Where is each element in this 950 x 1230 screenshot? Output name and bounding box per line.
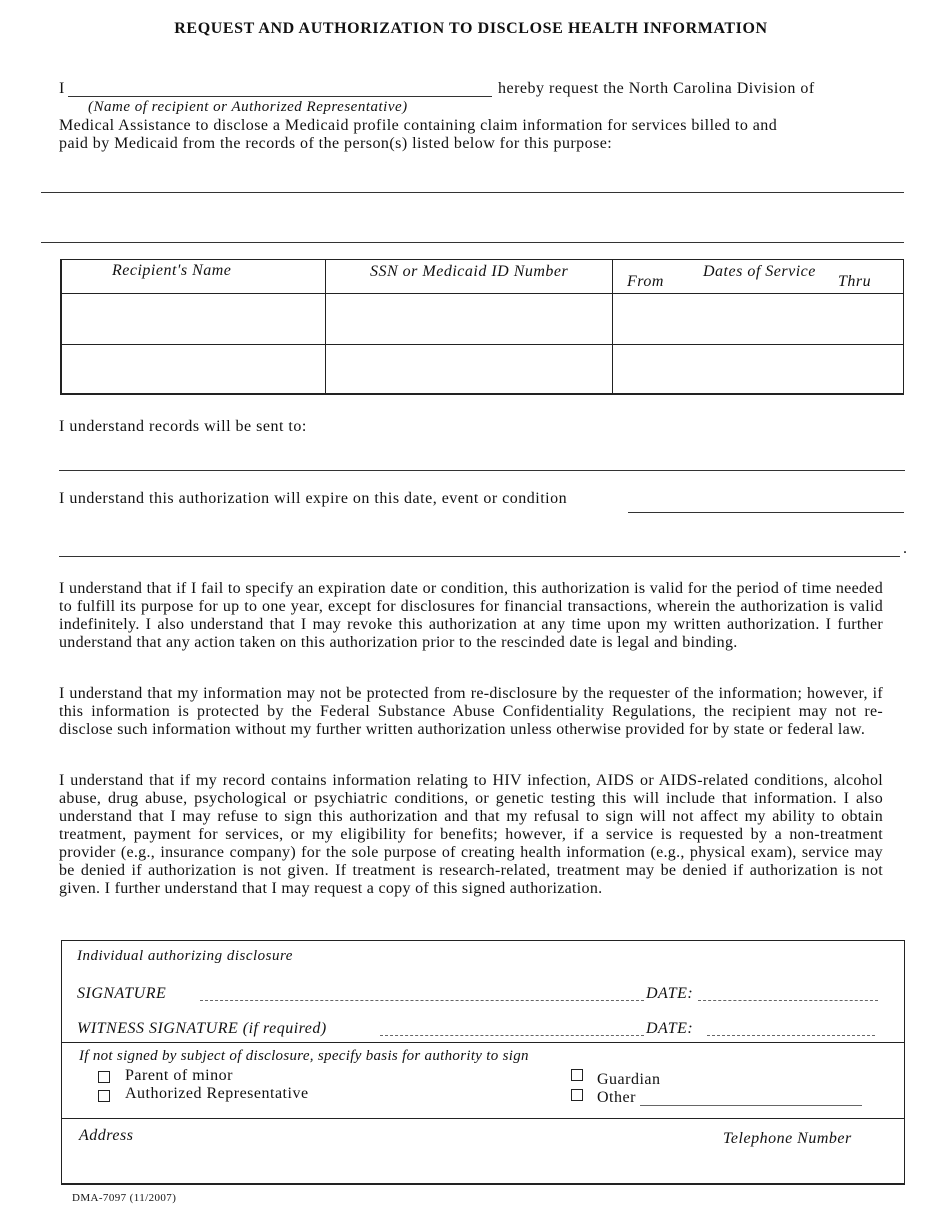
address-field[interactable] xyxy=(79,1146,679,1176)
expiration-period: . xyxy=(903,540,908,557)
other-label: Other xyxy=(597,1089,636,1106)
records-sent-field[interactable] xyxy=(59,470,905,471)
expiration-label: I understand this authorization will expire on this date, event or condition xyxy=(59,490,568,507)
authorized-representative-label: Authorized Representative xyxy=(125,1085,309,1102)
witness-date-label: DATE: xyxy=(646,1020,694,1037)
header-thru: Thru xyxy=(838,273,872,290)
basis-label: If not signed by subject of disclosure, specify basis for authority to sign xyxy=(79,1048,529,1064)
header-dates-of-service: Dates of Service xyxy=(703,263,816,280)
row-2-id-cell[interactable] xyxy=(326,345,611,393)
intro-prefix: I xyxy=(59,80,65,97)
row-2-name-cell[interactable] xyxy=(62,345,324,393)
intro-line-2: Medical Assistance to disclose a Medicaid profile containing claim information for services billed to and xyxy=(59,117,778,134)
row-1-name-cell[interactable] xyxy=(62,294,324,344)
guardian-label: Guardian xyxy=(597,1071,661,1088)
address-label: Address xyxy=(79,1127,134,1144)
expiration-field[interactable] xyxy=(628,512,904,513)
recipient-caption: (Name of recipient or Authorized Representative) xyxy=(88,99,408,115)
form-id: DMA-7097 (11/2007) xyxy=(72,1192,177,1204)
purpose-line-1[interactable] xyxy=(41,192,904,193)
purpose-line-2[interactable] xyxy=(41,242,904,243)
witness-signature-field[interactable] xyxy=(380,1021,644,1036)
other-checkbox[interactable] xyxy=(571,1089,583,1101)
paragraph-expiration-terms: I understand that if I fail to specify an expiration date or condition, this authorization is valid for the period of time needed to fulfill its purpose for up to one year, except for disclosures for financial transactions, wherein the authorization is valid indefinitely. I also understand that I may revoke this authorization at any time upon my written authorization. I further understand that any action taken on this authorization prior to the rescinded date is legal and binding. xyxy=(59,580,883,651)
telephone-label: Telephone Number xyxy=(723,1130,852,1147)
signature-label: SIGNATURE xyxy=(77,985,167,1002)
form-title: REQUEST AND AUTHORIZATION TO DISCLOSE HEALTH INFORMATION xyxy=(174,20,768,37)
witness-label: WITNESS SIGNATURE (if required) xyxy=(77,1020,327,1037)
row-1-dates-cell[interactable] xyxy=(613,294,903,344)
paragraph-redisclosure: I understand that my information may not be protected from re-disclosure by the requester of the information; however, if this information is protected by the Federal Substance Abuse Confidentiality Regulations, the recipient may not re-disclose such information without my further written authorization unless otherwise provided for by state or federal law. xyxy=(59,685,883,738)
row-2-dates-cell[interactable] xyxy=(613,345,903,393)
header-medicaid-id: SSN or Medicaid ID Number xyxy=(370,263,569,280)
header-recipient-name: Recipient's Name xyxy=(112,262,232,279)
records-sent-label: I understand records will be sent to: xyxy=(59,418,307,435)
expiration-field-line-2[interactable] xyxy=(59,556,900,557)
other-field[interactable] xyxy=(640,1091,862,1106)
intro-suffix: hereby request the North Carolina Division of xyxy=(498,80,815,97)
telephone-field[interactable] xyxy=(723,1149,893,1177)
signature-heading: Individual authorizing disclosure xyxy=(77,948,293,964)
intro-line-3: paid by Medicaid from the records of the person(s) listed below for this purpose: xyxy=(59,135,613,152)
recipients-table xyxy=(60,259,904,395)
paragraph-sensitive-info: I understand that if my record contains information relating to HIV infection, AIDS or AIDS-related conditions, alcohol abuse, drug abuse, psychological or psychiatric conditions, or genetic testing this will include that information. I also understand that I may refuse to sign this authorization and that my refusal to sign will not affect my ability to obtain treatment, payment for services, or my eligibility for benefits; however, if a service is requested by a non-treatment provider (e.g., insurance company) for the sole purpose of creating health information (e.g., physical exam), service may be denied if authorization is not given. If treatment is research-related, treatment may be denied if authorization is not given. I further understand that I may request a copy of this signed authorization. xyxy=(59,772,883,897)
guardian-checkbox[interactable] xyxy=(571,1069,583,1081)
recipient-name-field[interactable] xyxy=(68,96,492,97)
signature-section xyxy=(61,940,905,1185)
signature-date-label: DATE: xyxy=(646,985,694,1002)
signature-date-field[interactable] xyxy=(698,986,878,1001)
parent-of-minor-label: Parent of minor xyxy=(125,1067,233,1084)
witness-date-field[interactable] xyxy=(707,1021,875,1036)
header-from: From xyxy=(627,273,664,290)
parent-of-minor-checkbox[interactable] xyxy=(98,1071,110,1083)
authorized-representative-checkbox[interactable] xyxy=(98,1090,110,1102)
row-1-id-cell[interactable] xyxy=(326,294,611,344)
signature-field[interactable] xyxy=(200,986,644,1001)
